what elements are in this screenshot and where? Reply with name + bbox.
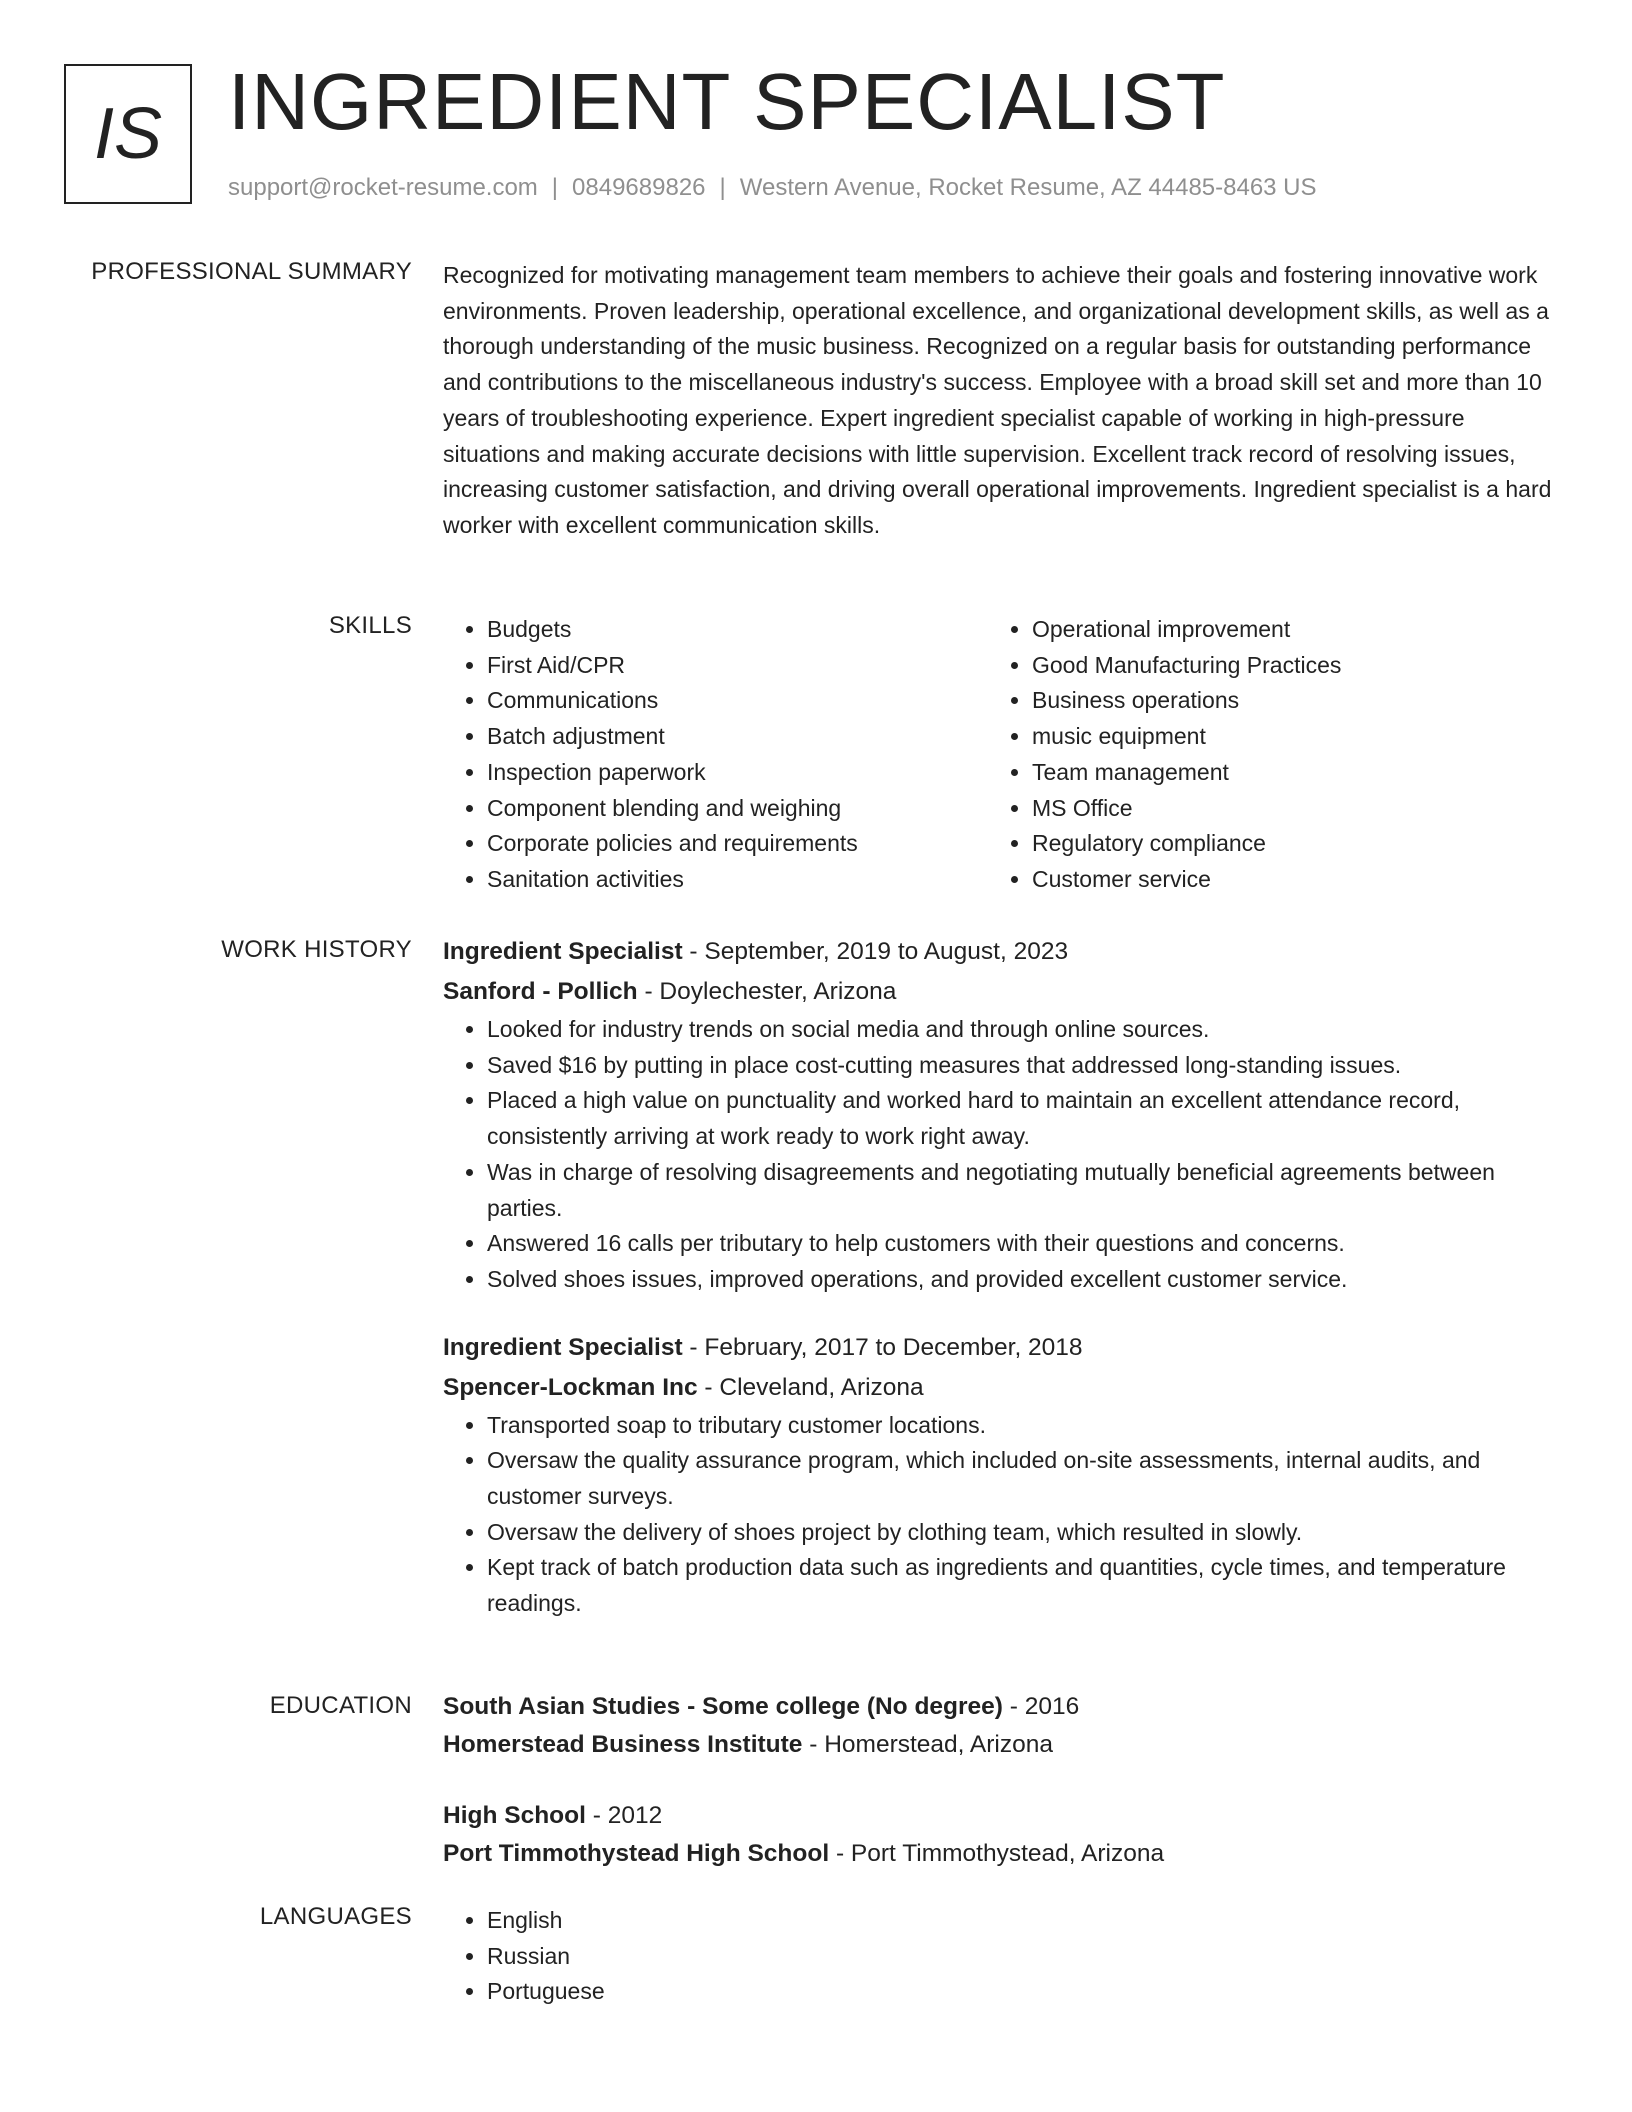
section-label-skills: SKILLS: [328, 612, 412, 639]
education-school-line: [443, 1835, 1553, 1873]
skill-item: • Customer service: [1032, 862, 1533, 898]
resume-title: INGREDIENT SPECIALIST: [228, 57, 1226, 146]
education-location: - Port Timmothystead, Arizona: [829, 1840, 1165, 1867]
job-bullet: • Oversaw the quality assurance program, which included on-site assessments, internal audits, and customer surveys.: [487, 1443, 1553, 1514]
skill-item: • Good Manufacturing Practices: [1032, 648, 1533, 684]
job-bullet: • Kept track of batch production data such as ingredients and quantities, cycle times, and temperature readings.: [487, 1550, 1553, 1621]
contact-address: Western Avenue, Rocket Resume, AZ 44485-8463 US: [739, 174, 1317, 201]
skill-item: • Business operations: [1032, 683, 1533, 719]
job-bullets: [443, 1012, 1553, 1298]
job-dates: - September, 2019 to August, 2023: [682, 938, 1069, 965]
skill-item: • Component blending and weighing: [487, 791, 988, 827]
contact-separator: |: [551, 174, 559, 201]
job-bullet: • Solved shoes issues, improved operations, and provided excellent customer service.: [487, 1262, 1553, 1298]
education-year: - 2012: [585, 1802, 663, 1829]
skill-item: • Regulatory compliance: [1032, 826, 1533, 862]
skills-column-left: [443, 612, 988, 898]
education-school-line: [443, 1726, 1553, 1764]
language-item: • English: [487, 1903, 1553, 1939]
section-label-education: EDUCATION: [269, 1692, 412, 1719]
section-label-work: WORK HISTORY: [221, 936, 412, 963]
skill-item: • Operational improvement: [1032, 612, 1533, 648]
skills-body: [443, 612, 1553, 898]
job-entry: [443, 932, 1553, 1298]
job-bullet: • Answered 16 calls per tributary to help customers with their questions and concerns.: [487, 1226, 1553, 1262]
education-school: Port Timmothystead High School: [443, 1840, 830, 1867]
job-bullet: • Looked for industry trends on social media and through online sources.: [487, 1012, 1553, 1048]
monogram-badge: IS: [64, 64, 192, 204]
skills-list-left: [443, 612, 988, 898]
skill-item: • music equipment: [1032, 719, 1533, 755]
languages-list: [443, 1903, 1553, 2010]
education-body: [443, 1688, 1553, 1873]
job-bullet: • Placed a high value on punctuality and worked hard to maintain an excellent attendance record, consistently arriving at work ready to work right away.: [487, 1083, 1553, 1154]
job-title: Ingredient Specialist: [443, 1333, 683, 1361]
skills-list-right: [988, 612, 1533, 898]
job-bullet: • Oversaw the delivery of shoes project by clothing team, which resulted in slowly.: [487, 1515, 1553, 1551]
job-location: - Cleveland, Arizona: [697, 1373, 924, 1401]
job-bullets: [443, 1408, 1553, 1622]
job-title: Ingredient Specialist: [443, 938, 683, 965]
job-company-line: [443, 1368, 1553, 1408]
skill-item: • Communications: [487, 683, 988, 719]
skill-item: • Corporate policies and requirements: [487, 826, 988, 862]
contact-phone: 0849689826: [572, 174, 706, 201]
job-title-line: [443, 1328, 1553, 1368]
education-entry: [443, 1688, 1553, 1764]
work-body: [443, 932, 1553, 1622]
education-entry: [443, 1797, 1553, 1873]
contact-email: support@rocket-resume.com: [228, 174, 538, 201]
skills-column-right: [988, 612, 1533, 898]
section-label-summary: PROFESSIONAL SUMMARY: [91, 258, 412, 285]
education-degree: High School: [443, 1802, 586, 1829]
education-degree: South Asian Studies - Some college (No degree): [443, 1693, 1003, 1720]
language-item: • Russian: [487, 1939, 1553, 1975]
education-year: - 2016: [1002, 1693, 1080, 1720]
summary-text: Recognized for motivating management team members to achieve their goals and fostering innovative work environments. Proven leadership, operational excellence, and organizational development skills, as well as a thorough understanding of the music business. Recognized on a regular basis for outstanding performance and contributions to the miscellaneous industry's success. Employee with a broad skill set and more than 10 years of troubleshooting experience. Expert ingredient specialist capable of working in high-pressure situations and making accurate decisions with little supervision. Excellent track record of resolving issues, increasing customer satisfaction, and driving overall operational improvements. Ingredient specialist is a hard worker with excellent communication skills.: [443, 262, 1552, 538]
education-location: - Homerstead, Arizona: [802, 1731, 1053, 1758]
job-entry: [443, 1328, 1553, 1622]
skill-item: • Team management: [1032, 755, 1533, 791]
section-label-languages: LANGUAGES: [259, 1903, 412, 1930]
job-company-line: [443, 972, 1553, 1012]
education-degree-line: [443, 1797, 1553, 1835]
skill-item: • Budgets: [487, 612, 988, 648]
job-title-line: [443, 932, 1553, 972]
job-company: Sanford - Pollich: [443, 978, 638, 1005]
job-bullet: • Was in charge of resolving disagreements and negotiating mutually beneficial agreements between parties.: [487, 1155, 1553, 1226]
contact-separator: |: [719, 174, 726, 201]
skill-item: • Sanitation activities: [487, 862, 988, 898]
skill-item: • MS Office: [1032, 791, 1533, 827]
job-company: Spencer-Lockman Inc: [443, 1373, 698, 1401]
job-dates: - February, 2017 to December, 2018: [682, 1333, 1083, 1361]
job-bullet: • Transported soap to tributary customer locations.: [487, 1408, 1553, 1444]
skill-item: • Batch adjustment: [487, 719, 988, 755]
skill-item: • First Aid/CPR: [487, 648, 988, 684]
contact-line: [228, 174, 1317, 202]
language-item: • Portuguese: [487, 1974, 1553, 2010]
skill-item: • Inspection paperwork: [487, 755, 988, 791]
education-school: Homerstead Business Institute: [443, 1731, 803, 1758]
job-bullet: • Saved $16 by putting in place cost-cutting measures that addressed long-standing issues.: [487, 1048, 1553, 1084]
summary-body: [443, 258, 1553, 544]
languages-body: [443, 1903, 1553, 2010]
education-degree-line: [443, 1688, 1553, 1726]
job-location: - Doylechester, Arizona: [637, 978, 897, 1005]
